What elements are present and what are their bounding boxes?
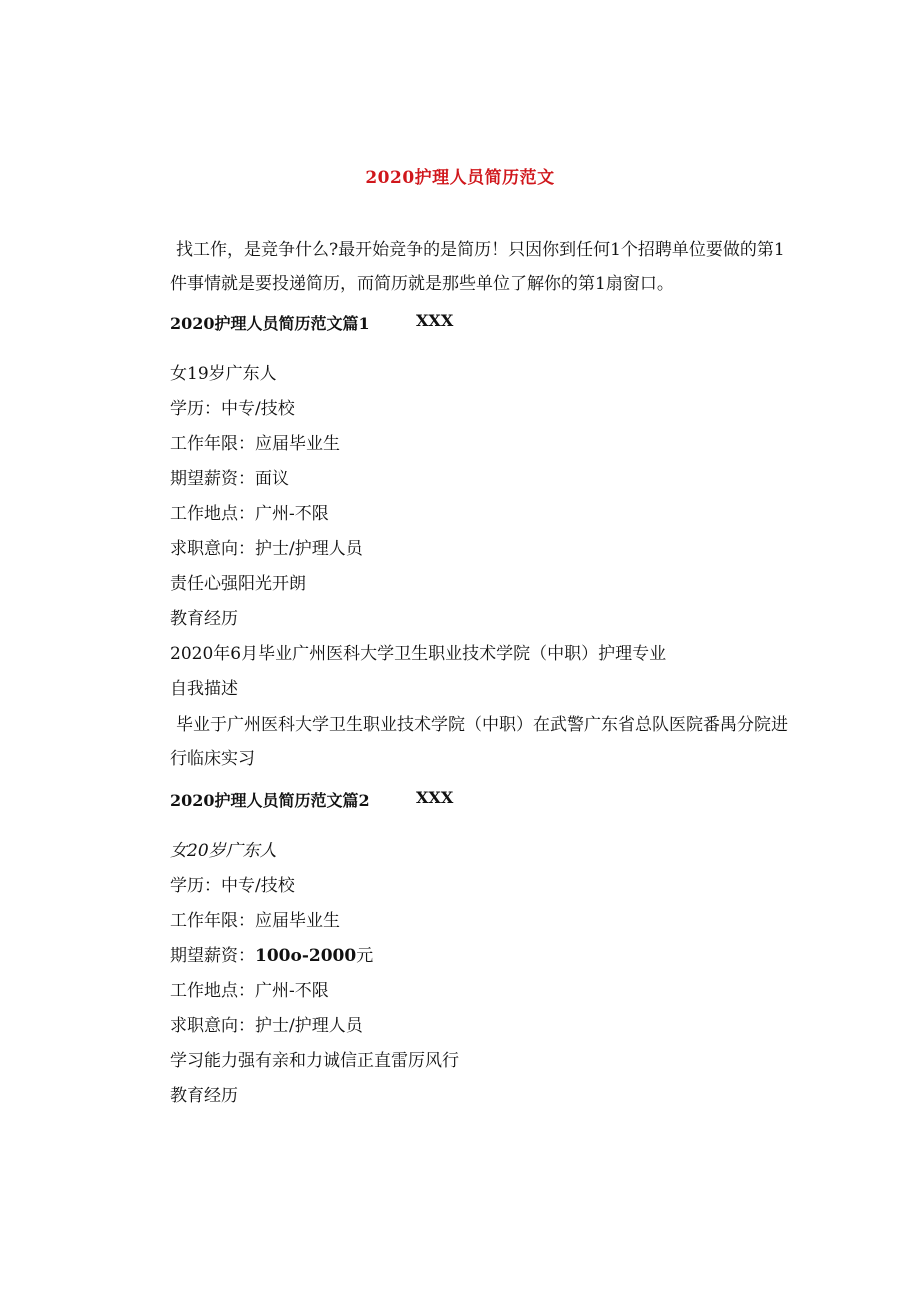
resume-2-edu-section: 教育经历 (170, 1086, 238, 1106)
intro-paragraph: 找工作，是竞争什么?最开始竞争的是简历！只因你到任何1个招聘单位要做的第1件事情就是要投递简历，而简历就是那些单位了解你的第1扇窗口。 (170, 240, 785, 294)
resume-1-self-section: 自我描述 (170, 679, 238, 699)
resume-1-name: XXX (416, 311, 454, 330)
resume-2-salary-label: 期望薪资： (170, 946, 255, 966)
resume-1-intention: 求职意向：护士/护理人员 (170, 539, 363, 559)
resume-1-salary: 期望薪资：面议 (170, 469, 289, 489)
resume-1-heading-text: 2020护理人员简历范文篇1 (170, 314, 370, 333)
resume-1-edu-detail: 2020年6月毕业广州医科大学卫生职业技术学院（中职）护理专业 (170, 644, 667, 664)
resume-1-years: 工作年限：应届毕业生 (170, 434, 340, 454)
resume-2-location: 工作地点：广州-不限 (170, 981, 329, 1001)
resume-2-salary-unit: 元 (356, 946, 374, 966)
resume-1-basic: 女19岁广东人 (170, 364, 277, 384)
resume-2-traits: 学习能力强有亲和力诚信正直雷厉风行 (170, 1051, 459, 1071)
resume-1-location: 工作地点：广州-不限 (170, 504, 329, 524)
resume-2-intention: 求职意向：护士/护理人员 (170, 1016, 363, 1036)
resume-1-education-level: 学历：中专/技校 (170, 399, 295, 419)
document-title: 2020护理人员简历范文 (365, 168, 555, 188)
resume-2-education-level: 学历：中专/技校 (170, 876, 295, 896)
resume-2-heading-text: 2020护理人员简历范文篇2 (170, 791, 370, 810)
resume-1-traits: 责任心强阳光开朗 (170, 574, 306, 594)
resume-2-basic: 女20岁广东人 (170, 841, 277, 861)
resume-2-salary-value: 100o-2000 (255, 946, 357, 966)
resume-2-years: 工作年限：应届毕业生 (170, 911, 340, 931)
resume-2-name: XXX (416, 788, 454, 807)
resume-1-edu-section: 教育经历 (170, 609, 238, 629)
resume-2-heading (170, 788, 454, 811)
resume-1-heading (170, 311, 454, 334)
resume-1-self-detail: 毕业于广州医科大学卫生职业技术学院（中职）在武警广东省总队医院番禺分院进行临床实习 (170, 715, 788, 769)
resume-2-salary (170, 941, 373, 966)
